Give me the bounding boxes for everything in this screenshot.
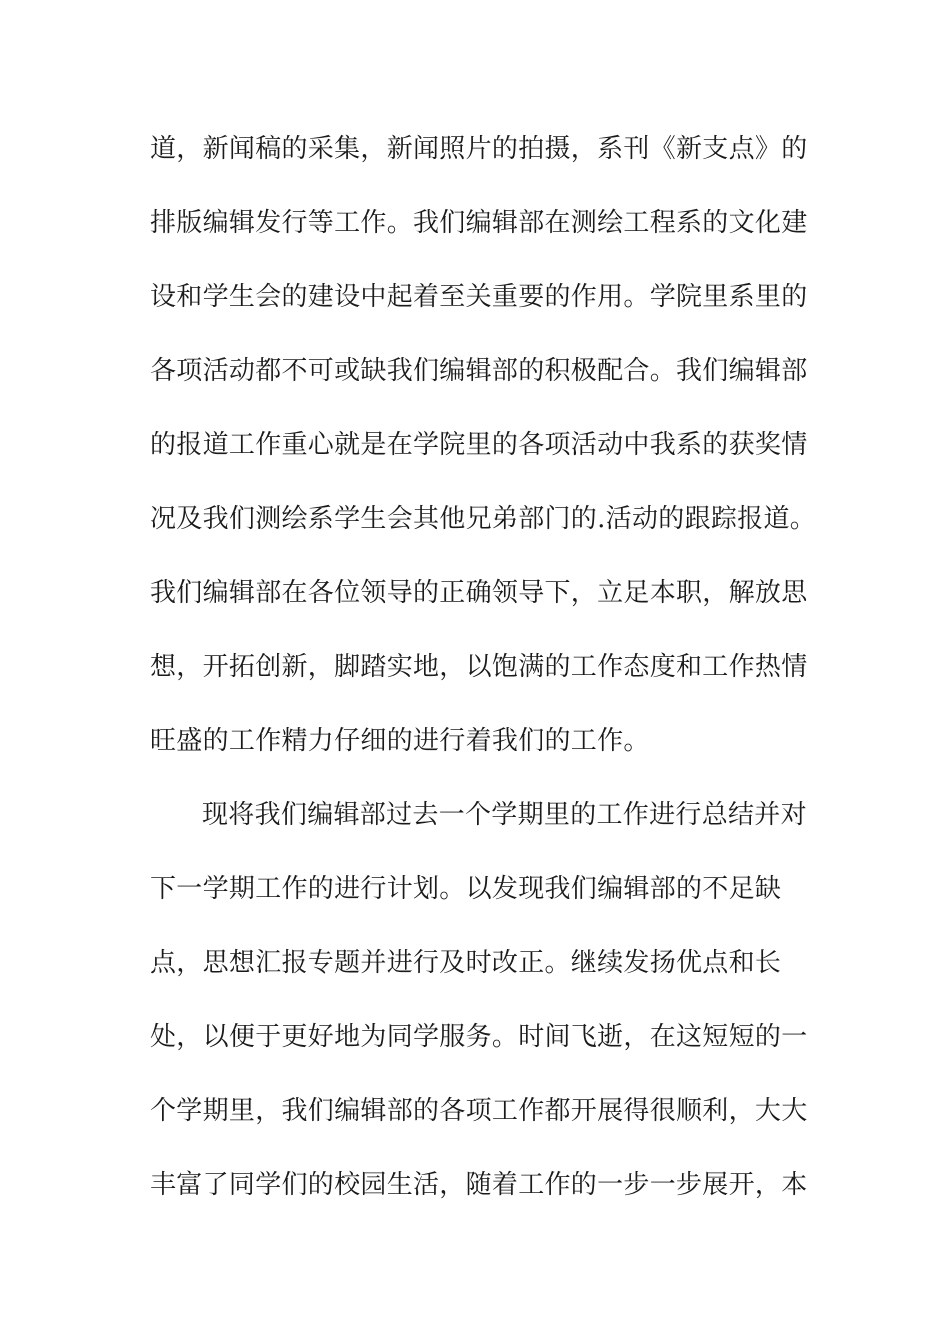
text-line: 道，新闻稿的采集，新闻照片的拍摄，系刊《新支点》的 bbox=[150, 134, 808, 164]
text-line: 个学期里，我们编辑部的各项工作都开展得很顺利，大大 bbox=[150, 1096, 808, 1126]
paragraph-1 bbox=[150, 112, 817, 778]
text-line: 想，开拓创新，脚踏实地，以饱满的工作态度和工作热情 bbox=[150, 652, 808, 682]
text-line: 下一学期工作的进行计划。以发现我们编辑部的不足缺 bbox=[150, 874, 782, 904]
text-line: 况及我们测绘系学生会其他兄弟部门的.活动的跟踪报道。 bbox=[150, 504, 817, 534]
text-line: 各项活动都不可或缺我们编辑部的积极配合。我们编辑部 bbox=[150, 356, 808, 386]
paragraph-2 bbox=[150, 778, 808, 1222]
text-line: 旺盛的工作精力仔细的进行着我们的工作。 bbox=[150, 726, 650, 756]
text-line: 现将我们编辑部过去一个学期里的工作进行总结并对 bbox=[202, 800, 807, 830]
text-line: 的报道工作重心就是在学院里的各项活动中我系的获奖情 bbox=[150, 430, 808, 460]
text-line: 排版编辑发行等工作。我们编辑部在测绘工程系的文化建 bbox=[150, 208, 808, 238]
text-line: 点，思想汇报专题并进行及时改正。继续发扬优点和长 bbox=[150, 948, 782, 978]
document-body bbox=[150, 112, 817, 1222]
text-line: 处，以便于更好地为同学服务。时间飞逝，在这短短的一 bbox=[150, 1022, 808, 1052]
text-line: 设和学生会的建设中起着至关重要的作用。学院里系里的 bbox=[150, 282, 808, 312]
text-line: 我们编辑部在各位领导的正确领导下，立足本职，解放思 bbox=[150, 578, 808, 608]
text-line: 丰富了同学们的校园生活，随着工作的一步一步展开，本 bbox=[150, 1170, 808, 1200]
